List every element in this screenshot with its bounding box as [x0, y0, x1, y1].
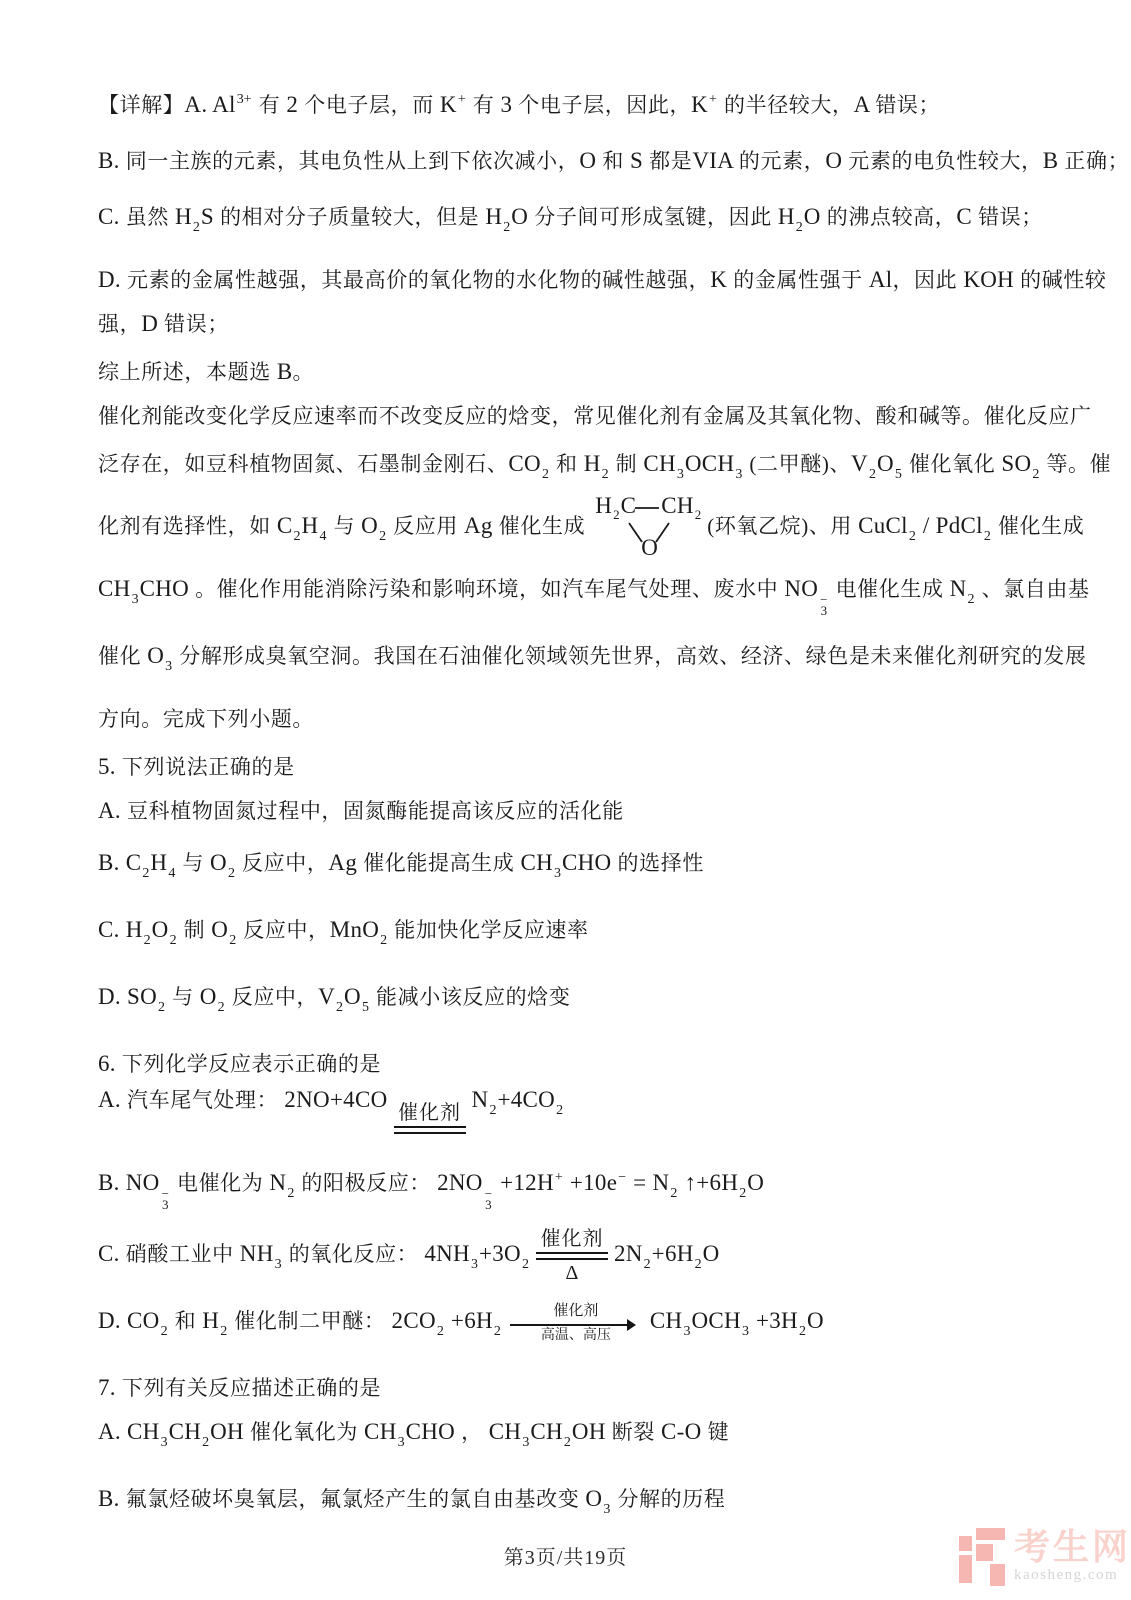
text-run: VIA: [692, 148, 739, 173]
subscript: 3: [470, 1256, 478, 1272]
text-run: O: [579, 148, 603, 173]
subscript: 2: [868, 467, 876, 482]
text-run: 6.: [98, 1051, 122, 1076]
subscript: 3: [274, 1256, 282, 1272]
subscript: 2: [556, 1103, 564, 1118]
struct-left-label: [595, 495, 636, 526]
text-run: O: [205, 917, 229, 942]
text-run: 泛存在，如豆科植物固氮、石墨制金刚石、: [98, 452, 509, 476]
subscript: 2: [967, 592, 975, 607]
text-run: 制: [615, 452, 638, 476]
text-run: OH: [210, 1418, 250, 1444]
text-run: K: [710, 267, 734, 292]
stack-sup: −: [484, 1186, 493, 1201]
text-run: CHO: [405, 1418, 462, 1444]
text-run: O: [806, 1307, 824, 1333]
text-run: 和: [174, 1308, 197, 1333]
text-run: 催化氧化为: [250, 1419, 358, 1444]
equals-under-label: Δ: [565, 1262, 579, 1284]
text-run: 7.: [98, 1374, 122, 1400]
watermark-domain: kaosheng.com: [1013, 1567, 1119, 1583]
catalyst-equals: [394, 1100, 466, 1134]
subscript: 3: [554, 866, 561, 881]
text-run: A. Al: [184, 92, 236, 117]
detail-line-d: [98, 264, 1107, 296]
text-run: 能减小该反应的焓变: [376, 985, 571, 1009]
text-run: 催化剂能改变化学反应速率而不改变反应的焓变，常见催化剂有金属及其氧化物、酸和碱等。催化反应广: [98, 404, 1092, 428]
text-run: B.: [98, 1485, 126, 1511]
conclusion-line: [98, 356, 1042, 388]
text-run: 的半径较大，: [724, 93, 854, 117]
text-run: 键: [707, 1419, 730, 1444]
text-run: CO: [508, 451, 541, 476]
text-run: CH: [168, 1418, 202, 1444]
subscript: 2: [287, 1186, 295, 1201]
text-run: CH: [358, 1418, 397, 1444]
detail-line-d2: [98, 308, 1042, 340]
stack-sub: 3: [820, 603, 828, 618]
subscript: 5: [894, 467, 902, 482]
text-run: CuCl: [852, 512, 908, 538]
text-run: CH: [98, 576, 131, 601]
text-run: O: [511, 204, 535, 229]
subscript: 2: [227, 866, 235, 881]
q5-option-d: [98, 981, 1042, 1024]
text-run: H: [196, 1307, 220, 1333]
subscript: 2: [192, 220, 200, 235]
passage-line-6: [98, 703, 1042, 735]
subscript: 3: [741, 1323, 749, 1339]
superscript: −: [618, 1170, 627, 1185]
text-run: 。催化作用能消除污染和影响环境，如汽车尾气处理、废水中: [195, 577, 779, 601]
text-run: 下列说法正确的是: [121, 755, 295, 779]
subscript: 2: [229, 933, 237, 948]
text-run: B. NO: [98, 1170, 160, 1195]
text-run: O: [203, 850, 227, 875]
subscript: 4: [319, 528, 327, 544]
text-run: D: [141, 311, 165, 336]
text-run: N: [943, 576, 967, 601]
subscript: 2: [217, 1000, 225, 1015]
text-run: 反应中，: [231, 985, 319, 1009]
text-run: O: [747, 1170, 765, 1195]
text-run: B.: [98, 148, 126, 173]
text-run: 。: [292, 360, 315, 384]
text-run: 催化生成: [498, 513, 586, 538]
struct-right-label: [661, 495, 702, 526]
text-run: ，因此: [892, 268, 958, 292]
passage-line-3: [98, 493, 1085, 561]
text-run: O: [151, 917, 169, 942]
text-run: CHO: [139, 576, 196, 601]
text-run: (二甲醚)、: [749, 452, 852, 476]
double-bar: [536, 1252, 608, 1260]
text-run: 元素的电负性较大，: [848, 149, 1043, 173]
text-run: +12H: [494, 1170, 554, 1195]
subscript: 2: [541, 467, 549, 482]
text-run: C: [620, 493, 637, 518]
text-run: O: [876, 451, 894, 476]
text-run: 氟氯烃破坏臭氧层，氟氯烃产生的氯自由基改变: [125, 1486, 580, 1511]
text-run: 【详解】: [98, 93, 185, 117]
text-run: O: [641, 535, 659, 560]
text-run: 分解形成臭氧空洞。我国在石油催化领域领先世界，高效、经济、绿色是未来催化剂研究的发展: [179, 644, 1087, 668]
text-run: 有: [472, 93, 495, 117]
subscript: 2: [158, 1000, 166, 1015]
text-run: CH: [649, 1307, 683, 1333]
subscript: 2: [143, 933, 151, 948]
text-run: 错误；: [164, 312, 229, 336]
q7-option-b: [98, 1483, 1042, 1526]
watermark-text: [1014, 1528, 1131, 1584]
text-run: D.: [98, 267, 128, 292]
text-run: 2N: [613, 1240, 643, 1266]
stack-sup: −: [820, 592, 828, 607]
text-run: C.: [98, 204, 126, 229]
subscript: 2: [694, 507, 702, 522]
text-run: 与: [182, 851, 204, 875]
stack-sup: −: [161, 1186, 169, 1201]
text-run: 下列化学反应表示正确的是: [121, 1052, 382, 1076]
subscript: 2: [601, 467, 609, 482]
q5-option-a: [98, 795, 1042, 827]
text-run: N: [471, 1087, 489, 1112]
text-run: 反应中，: [242, 851, 329, 875]
text-run: V: [318, 984, 336, 1009]
text-run: H: [577, 451, 601, 476]
detail-line-c: [98, 201, 1042, 244]
text-run: O: [579, 1485, 603, 1511]
text-run: 电催化生成: [835, 577, 944, 601]
text-run: V: [851, 451, 868, 476]
subscript: 2: [160, 1323, 168, 1339]
q5-option-c: [98, 914, 1042, 957]
text-run: 的沸点较高，: [826, 205, 957, 229]
text-run: C. H: [98, 917, 143, 942]
exam-content: [98, 84, 1130, 1526]
subscript: 2: [142, 866, 150, 881]
arrow-over-label: 催化剂: [553, 1303, 599, 1319]
text-run: 综上所述，本题选: [98, 360, 271, 384]
text-run: +3O: [478, 1240, 521, 1266]
subscript: 3: [397, 1434, 405, 1450]
q6-option-b: [98, 1162, 1042, 1210]
text-run: H: [168, 204, 192, 229]
text-run: 3: [494, 92, 519, 117]
subscript: 3: [165, 659, 173, 674]
subscript: 2: [521, 1256, 529, 1272]
text-run: 的阳极反应：: [301, 1171, 432, 1195]
text-run: O: [702, 1240, 720, 1266]
text-run: K: [691, 92, 709, 117]
text-run: 的选择性: [617, 851, 704, 875]
q5-stem: [98, 751, 1042, 783]
text-run: A.: [98, 798, 128, 823]
text-run: Al: [862, 267, 893, 292]
text-run: 方向。完成下列小题。: [98, 707, 314, 731]
subscript: 2: [795, 220, 803, 235]
text-run: O: [344, 984, 361, 1009]
arrow-under-label: 高温、高压: [540, 1328, 611, 1343]
text-run: O: [355, 512, 379, 538]
text-run: [585, 513, 591, 538]
text-run: B: [270, 359, 293, 384]
text-run: 的碱性较: [1020, 268, 1107, 292]
stack-sub: 3: [485, 1197, 492, 1212]
text-run: 都是: [649, 149, 693, 173]
subscript: 2: [293, 528, 301, 544]
equals-over-label: 催化剂: [540, 1228, 604, 1250]
subscript: 2: [220, 1323, 228, 1339]
superscript: +: [709, 92, 717, 107]
text-run: OCH: [684, 451, 735, 476]
catalyst-arrow: [510, 1302, 642, 1344]
text-run: 催化能提高生成: [363, 851, 515, 875]
subscript: 2: [739, 1186, 747, 1201]
subscript: 3: [603, 1501, 611, 1517]
text-run: C.: [98, 1240, 126, 1266]
text-run: B. C: [98, 850, 142, 875]
text-run: 2NO+4CO: [278, 1087, 388, 1112]
text-run: C-O: [654, 1418, 708, 1444]
catalyst-equals: [536, 1226, 608, 1286]
text-run: H: [771, 204, 795, 229]
text-run: 虽然: [125, 205, 169, 229]
subscript: 2: [493, 1323, 501, 1339]
double-bar: [394, 1126, 466, 1134]
subscript: 2: [694, 1256, 702, 1272]
subscript: 2: [169, 933, 177, 948]
text-run: 分解的历程: [617, 1486, 726, 1511]
text-run: 元素的金属性越强，其最高价的氧化物的水化物的碱性越强，: [127, 268, 711, 292]
subscript: 2: [613, 507, 620, 522]
text-run: C: [270, 512, 293, 538]
subscript: 2: [798, 1323, 806, 1339]
text-run: NO: [778, 576, 819, 601]
text-run: 2: [280, 92, 305, 117]
detail-line-a: [98, 84, 1042, 121]
q7-option-a: [98, 1416, 1042, 1459]
text-run: S: [623, 148, 650, 173]
text-run: = N: [627, 1170, 670, 1195]
superscript: 3+: [236, 92, 252, 107]
text-run: 与: [172, 985, 194, 1009]
q5-option-b: [98, 847, 1042, 890]
text-run: (环氧乙烷)、用: [707, 513, 853, 538]
subscript: 2: [1032, 467, 1040, 482]
text-run: 催化制二甲醚：: [234, 1308, 386, 1333]
text-run: 、氯自由基: [981, 577, 1090, 601]
text-run: 催化生成: [997, 513, 1085, 538]
text-run: NH: [233, 1240, 274, 1266]
epoxide-structure: [595, 495, 703, 561]
subscript: 3: [683, 1323, 691, 1339]
subscript: 2: [908, 528, 916, 544]
q6-option-a: [98, 1084, 1042, 1134]
text-run: 的金属性强于: [733, 268, 863, 292]
text-run: MnO: [329, 917, 380, 942]
text-run: +10e: [563, 1170, 618, 1195]
passage-line-1: [98, 400, 1092, 432]
text-run: D. CO: [98, 1307, 160, 1333]
text-run: KOH: [957, 267, 1021, 292]
text-run: OCH: [691, 1307, 741, 1333]
text-run: CH: [530, 1418, 563, 1444]
text-run: N: [263, 1170, 287, 1195]
text-run: 等。催: [1046, 452, 1112, 476]
stack-sub: 3: [161, 1197, 169, 1212]
text-run: A.: [98, 1087, 128, 1112]
text-run: 与: [333, 513, 356, 538]
subscript: 3: [522, 1434, 530, 1450]
text-run: 分子间可形成氢键，因此: [534, 205, 772, 229]
text-run: S: [200, 204, 221, 229]
text-run: 催化氧化: [908, 452, 996, 476]
subscript: 3: [676, 467, 684, 482]
text-run: 个电子层，而: [304, 93, 434, 117]
text-run: CH: [637, 451, 676, 476]
text-run: CH: [482, 1418, 522, 1444]
text-run: B: [1042, 148, 1065, 173]
equals-over-label: 催化剂: [398, 1102, 462, 1124]
text-run: ，: [461, 1419, 483, 1444]
text-run: +6H: [444, 1307, 493, 1333]
text-run: 2NO: [431, 1170, 483, 1195]
superscript: +: [457, 92, 466, 107]
text-run: 2CO: [385, 1307, 436, 1333]
text-run: 催化: [98, 644, 142, 668]
watermark-brand: 考生网: [1013, 1527, 1131, 1567]
subscript: 2: [503, 220, 511, 235]
q6-option-c: [98, 1226, 1042, 1286]
text-run: 制: [183, 918, 206, 942]
text-run: 错误；: [875, 93, 941, 117]
text-run: O: [141, 643, 165, 668]
q6-option-d: [98, 1302, 1042, 1348]
subscript: 3: [131, 592, 139, 607]
text-run: H: [301, 512, 319, 538]
text-run: 有: [258, 93, 281, 117]
text-run: 5.: [98, 754, 122, 779]
text-run: 个电子层，因此，: [518, 93, 692, 117]
text-run: Ag: [328, 850, 364, 875]
subscript: 2: [336, 1000, 344, 1015]
text-run: CHO: [562, 850, 618, 875]
text-run: O: [193, 984, 217, 1009]
text-run: 和: [602, 149, 624, 173]
passage-line-5: [98, 640, 1087, 683]
text-run: 断裂: [611, 1419, 655, 1444]
text-run: A: [853, 92, 876, 117]
subscript: 3: [160, 1434, 168, 1450]
text-run: / PdCl: [916, 512, 983, 538]
text-run: SO: [995, 451, 1032, 476]
subscript: 2: [380, 933, 388, 948]
subscript: 2: [983, 528, 991, 544]
text-run: OH: [571, 1418, 612, 1444]
charge-stack: [162, 1188, 169, 1210]
text-run: 的元素，: [738, 149, 826, 173]
text-run: 豆科植物固氮过程中，固氮酶能提高该反应的活化能: [127, 799, 624, 823]
text-run: 电催化为: [176, 1171, 264, 1195]
text-run: +6H: [651, 1240, 694, 1266]
text-run: 错误；: [978, 205, 1043, 229]
text-run: CH: [661, 493, 694, 518]
text-run: D. SO: [98, 984, 158, 1009]
subscript: 3: [735, 467, 743, 482]
subscript: 4: [168, 866, 176, 881]
text-run: 4NH: [418, 1240, 470, 1266]
text-run: 的氧化反应：: [288, 1241, 419, 1266]
text-run: 的相对分子质量较大，但是: [220, 205, 480, 229]
subscript: 5: [361, 1000, 369, 1015]
text-run: K: [433, 92, 457, 117]
subscript: 2: [643, 1256, 651, 1272]
superscript: +: [554, 1170, 563, 1185]
text-run: Ag: [457, 512, 499, 538]
arrow-shaft: [510, 1324, 632, 1326]
charge-stack: [820, 594, 827, 616]
text-run: ↑+6H: [678, 1170, 739, 1195]
subscript: 2: [489, 1103, 497, 1118]
page-number: 第3页/共19页: [503, 1547, 628, 1569]
text-run: 下列有关反应描述正确的是: [121, 1375, 382, 1400]
text-run: 汽车尾气处理：: [127, 1088, 279, 1112]
text-run: CH: [514, 850, 553, 875]
subscript: 2: [202, 1434, 210, 1450]
text-run: 化剂有选择性，如: [98, 513, 271, 538]
text-run: 和: [556, 452, 578, 476]
text-run: 正确；: [1064, 149, 1130, 173]
text-run: C: [956, 204, 979, 229]
kaosheng-watermark: [959, 1528, 1131, 1586]
passage-line-4: [98, 573, 1090, 618]
text-run: 反应中，: [243, 918, 330, 942]
q6-stem: [98, 1048, 1042, 1080]
text-run: O: [803, 204, 827, 229]
kaosheng-logo-icon: [959, 1528, 1005, 1586]
subscript: 2: [670, 1186, 678, 1201]
q7-stem: [98, 1372, 1042, 1404]
text-run: A. CH: [98, 1418, 160, 1444]
text-run: 强，: [98, 312, 142, 336]
text-run: O: [825, 148, 849, 173]
text-run: 同一主族的元素，其电负性从上到下依次减小，: [125, 149, 580, 173]
text-run: H: [150, 850, 168, 875]
detail-line-b: [98, 145, 1130, 177]
text-run: +4CO: [497, 1087, 556, 1112]
text-run: 能加快化学反应速率: [394, 918, 589, 942]
subscript: 2: [436, 1323, 444, 1339]
text-run: +3H: [749, 1307, 798, 1333]
text-run: 反应用: [393, 513, 458, 538]
subscript: 2: [379, 528, 387, 544]
charge-stack: [485, 1188, 492, 1210]
passage-line-2: [98, 448, 1112, 491]
text-run: H: [479, 204, 503, 229]
struct-bottom-label: [641, 537, 658, 560]
text-run: H: [595, 493, 613, 518]
subscript: 2: [563, 1434, 571, 1450]
text-run: 硝酸工业中: [125, 1241, 234, 1266]
